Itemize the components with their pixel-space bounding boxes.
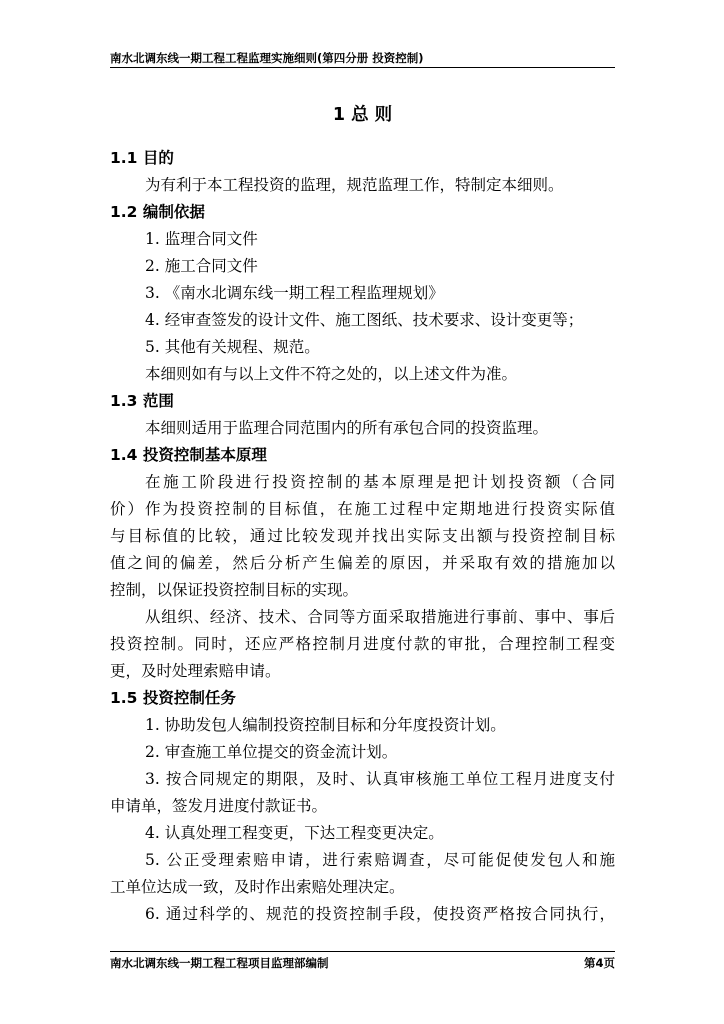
paragraph-line: 从组织、经济、技术、合同等方面采取措施进行事前、事中、事后 [145, 608, 615, 626]
paragraph-line: 投资控制。同时，还应严格控制月进度付款的审批，合理控制工程变 [110, 635, 615, 653]
list-item: 3. 《南水北调东线一期工程工程监理规划》 [145, 284, 444, 302]
list-item: 4. 经审查签发的设计文件、施工图纸、技术要求、设计变更等； [145, 311, 584, 329]
list-item-line: 申请单，签发月进度付款证书。 [110, 797, 328, 815]
paragraph: 为有利于本工程投资的监理，规范监理工作，特制定本细则。 [145, 176, 564, 194]
list-item: 4. 认真处理工程变更，下达工程变更决定。 [145, 824, 444, 842]
list-item-line: 5. 公正受理索赔申请，进行索赔调查，尽可能促使发包人和施 [145, 851, 615, 869]
paragraph: 本细则如有与以上文件不符之处的，以上述文件为准。 [145, 365, 518, 383]
section-heading-1-5: 1.5 投资控制任务 [110, 689, 236, 707]
section-heading-1-4: 1.4 投资控制基本原理 [110, 446, 267, 464]
paragraph-line: 与目标值的比较，通过比较发现并找出实际支出额与投资控制目标 [110, 527, 615, 545]
list-item: 6. 通过科学的、规范的投资控制手段，使投资严格按合同执行， [145, 905, 615, 923]
chapter-title: 1 总 则 [332, 105, 393, 125]
paragraph-line: 价）作为投资控制的目标值，在施工过程中定期地进行投资实际值 [110, 500, 615, 518]
section-heading-1-3: 1.3 范围 [110, 392, 174, 410]
page-header: 南水北调东线一期工程工程监理实施细则(第四分册 投资控制) [110, 51, 424, 65]
section-heading-1-2: 1.2 编制依据 [110, 203, 205, 221]
footer-divider [110, 951, 615, 952]
list-item: 1. 监理合同文件 [145, 230, 258, 248]
list-item-line: 3. 按合同规定的期限，及时、认真审核施工单位工程月进度支付 [145, 770, 615, 788]
list-item: 1. 协助发包人编制投资控制目标和分年度投资计划。 [145, 716, 506, 734]
header-divider [110, 67, 615, 68]
list-item-line: 工单位达成一致，及时作出索赔处理决定。 [110, 878, 405, 896]
list-item: 2. 审查施工单位提交的资金流计划。 [145, 743, 398, 761]
paragraph-line: 值之间的偏差，然后分析产生偏差的原因，并采取有效的措施加以 [110, 554, 615, 572]
page-number: 第4页 [583, 956, 615, 970]
list-item: 5. 其他有关规程、规范。 [145, 338, 320, 356]
list-item: 2. 施工合同文件 [145, 257, 258, 275]
document-body [110, 145, 615, 928]
paragraph: 本细则适用于监理合同范围内的所有承包合同的投资监理。 [145, 419, 549, 437]
paragraph-line: 更，及时处理索赔申请。 [110, 662, 281, 680]
footer-org: 南水北调东线一期工程工程项目监理部编制 [110, 956, 329, 970]
paragraph-line: 控制，以保证投资控制目标的实现。 [110, 581, 359, 599]
section-heading-1-1: 1.1 目的 [110, 149, 174, 167]
paragraph-line: 在施工阶段进行投资控制的基本原理是把计划投资额（合同 [145, 473, 615, 491]
